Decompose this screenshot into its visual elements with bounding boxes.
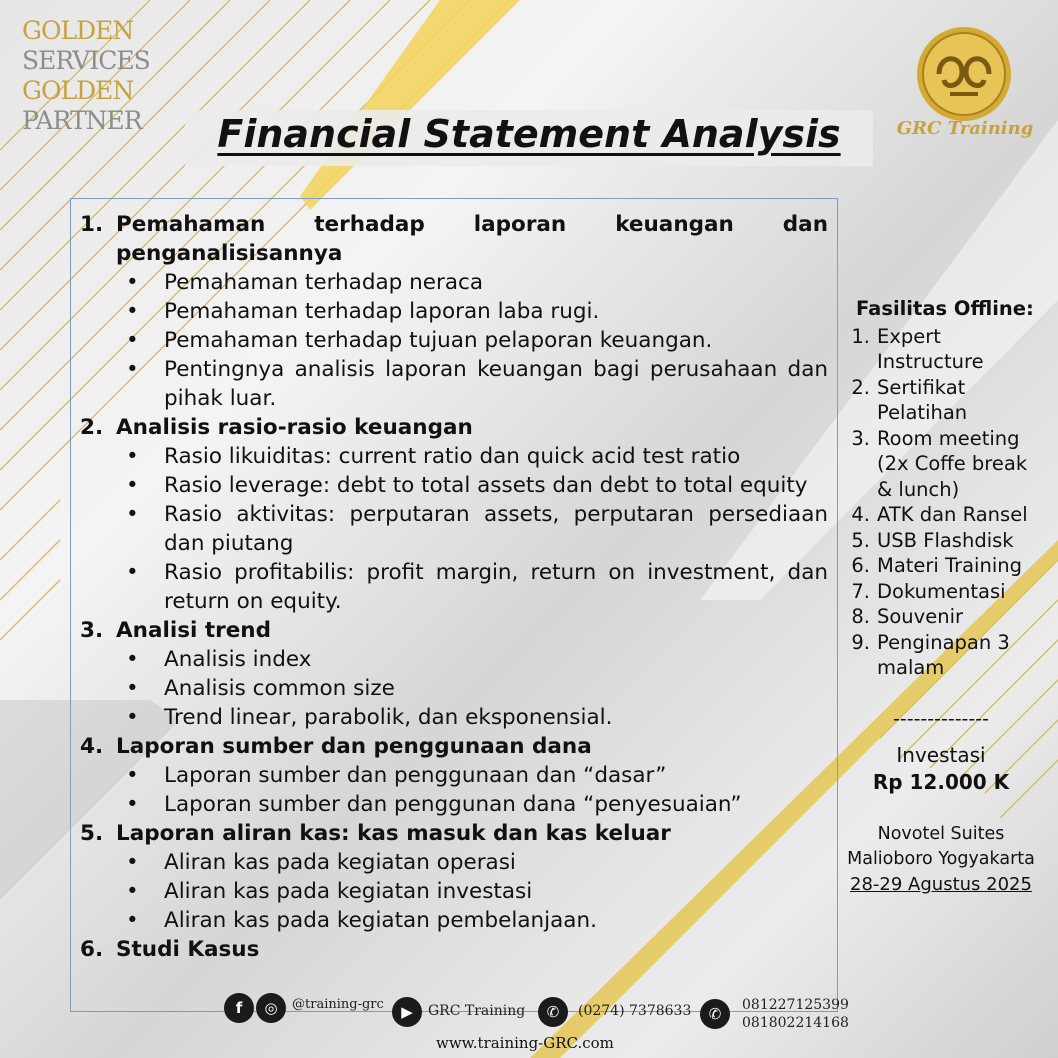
list-item: • Aliran kas pada kegiatan operasi	[126, 850, 516, 875]
logo-text: GRC Training	[896, 118, 1034, 139]
website-link[interactable]: www.training-GRC.com	[436, 1034, 614, 1052]
section	[80, 210, 828, 413]
list-item: • Trend linear, parabolik, dan eksponensial.	[126, 705, 613, 730]
instagram-icon[interactable]: ◎	[256, 993, 286, 1023]
facebook-icon[interactable]: f	[224, 993, 254, 1023]
list-item: • Rasio leverage: debt to total assets dan debt to total equity	[126, 473, 808, 498]
venue-location: Malioboro Yogyakarta	[847, 849, 1035, 869]
list-item: • Aliran kas pada kegiatan pembelanjaan.	[126, 908, 597, 933]
section	[80, 935, 828, 964]
event-date: 28-29 Agustus 2025	[850, 874, 1032, 895]
list-item: • Pemahaman terhadap neraca	[126, 270, 484, 295]
facilities-heading: Fasilitas Offline:	[856, 297, 1034, 320]
facilities-panel	[846, 296, 1046, 681]
section-heading: 5. Laporan aliran kas: kas masuk dan kas keluar	[80, 821, 671, 846]
section	[80, 413, 828, 616]
section	[80, 732, 828, 819]
whatsapp-number[interactable]: 081227125399	[742, 997, 849, 1013]
section-heading: 4. Laporan sumber dan penggunaan dana	[80, 734, 592, 759]
list-item: • Analisis index	[126, 647, 312, 672]
list-item: • Laporan sumber dan penggunan dana “penyesuaian”	[126, 792, 742, 817]
list-item: • Rasio likuiditas: current ratio dan quick acid test ratio	[126, 444, 741, 469]
list-item: • Rasio profitabilis: profit margin, return on investment, dan return on equity.	[126, 560, 828, 614]
phone-icon[interactable]: ✆	[538, 997, 568, 1027]
whatsapp-icon[interactable]: ✆	[700, 999, 730, 1029]
list-item: • Laporan sumber dan penggunaan dan “dasar”	[126, 763, 667, 788]
golden-services-brand	[22, 16, 152, 136]
list-item: • Pemahaman terhadap tujuan pelaporan keuangan.	[126, 328, 713, 353]
facility-item: 6. Materi Training	[851, 554, 1022, 577]
list-item: • Rasio aktivitas: perputaran assets, perputaran persediaan dan piutang	[126, 502, 828, 556]
investment-price: Rp 12.000 K	[872, 770, 1010, 794]
youtube-channel[interactable]: GRC Training	[428, 1003, 526, 1019]
youtube-icon[interactable]: ▶	[392, 997, 422, 1027]
syllabus-content	[80, 210, 828, 964]
whatsapp-numbers[interactable]	[742, 996, 849, 1032]
venue-block	[836, 822, 1046, 897]
facility-item: 2. Sertifikat Pelatihan	[851, 375, 968, 424]
section-heading: 6. Studi Kasus	[80, 937, 260, 962]
section	[80, 616, 828, 732]
facility-item: 7. Dokumentasi	[851, 579, 1006, 603]
list-item: • Pemahaman terhadap laporan laba rugi.	[126, 299, 600, 324]
venue-name: Novotel Suites	[877, 824, 1005, 844]
investment-block	[846, 742, 1036, 796]
section-heading: 3. Analisi trend	[80, 618, 272, 643]
section-heading: 1. Pemahaman terhadap laporan keuangan dan penganalisisannya	[80, 212, 828, 266]
facility-item: 9. Penginapan 3 malam	[851, 630, 1010, 679]
section-heading: 2. Analisis rasio-rasio keuangan	[80, 415, 473, 440]
brand-line: PARTNER	[22, 106, 142, 135]
list-item: • Aliran kas pada kegiatan investasi	[126, 879, 533, 904]
facility-item: 4. ATK dan Ransel	[851, 503, 1028, 526]
facility-item: 1. Expert Instructure	[851, 324, 984, 373]
section	[80, 819, 828, 935]
facility-item: 3. Room meeting (2x Coffe break & lunch)	[851, 426, 1028, 501]
facility-item: 5. USB Flashdisk	[851, 528, 1014, 552]
phone-number[interactable]: (0274) 7378633	[578, 1003, 692, 1019]
grc-logo-icon	[914, 24, 1014, 124]
brand-line: GOLDEN	[22, 16, 134, 45]
list-item: • Analisis common size	[126, 676, 395, 701]
whatsapp-number[interactable]: 081802214168	[742, 1015, 849, 1031]
list-item: • Pentingnya analisis laporan keuangan bagi perusahaan dan pihak luar.	[126, 357, 828, 411]
social-handle[interactable]: @training-grc	[292, 997, 384, 1012]
facility-item: 8. Souvenir	[851, 605, 963, 628]
brand-line: GOLDEN	[22, 76, 134, 105]
investment-label: Investasi	[896, 743, 986, 767]
page-title: Financial Statement Analysis	[217, 112, 841, 156]
brand-line: SERVICES	[22, 46, 150, 75]
divider: --------------	[893, 708, 989, 730]
